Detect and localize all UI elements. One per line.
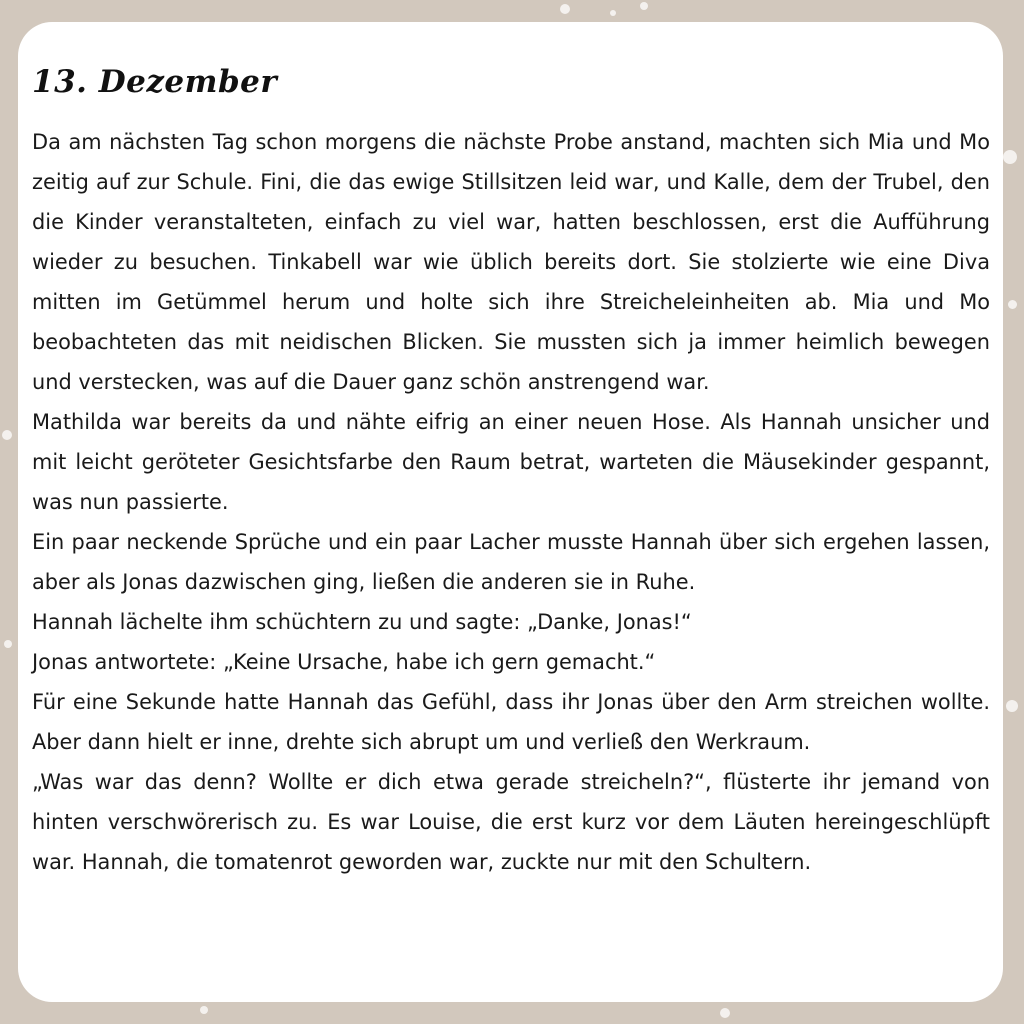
decorative-dot: [640, 2, 648, 10]
decorative-dot: [1008, 300, 1017, 309]
paragraph: Für eine Sekunde hatte Hannah das Gefühl, dass ihr Jonas über den Arm streichen wollte. Aber dann hielt er inne, drehte sich abrupt um und verließ den Werkraum.: [32, 690, 990, 754]
decorative-dot: [1003, 150, 1017, 164]
paragraph: Mathilda war bereits da und nähte eifrig an einer neuen Hose. Als Hannah unsicher und mit leicht geröteter Gesichtsfarbe den Raum betrat, warteten die Mäusekinder gespannt, was nun passierte.: [32, 410, 990, 514]
paragraph: Hannah lächelte ihm schüchtern zu und sagte: „Danke, Jonas!“: [32, 610, 692, 634]
paragraph: Jonas antwortete: „Keine Ursache, habe ich gern gemacht.“: [32, 650, 656, 674]
decorative-dot: [610, 10, 616, 16]
decorative-dot: [200, 1006, 208, 1014]
paragraph: Ein paar neckende Sprüche und ein paar Lacher musste Hannah über sich ergehen lassen, aber als Jonas dazwischen ging, ließen die anderen sie in Ruhe.: [32, 530, 990, 594]
page-title: 13. Dezember: [32, 64, 278, 100]
decorative-dot: [560, 4, 570, 14]
paragraph: Da am nächsten Tag schon morgens die nächste Probe anstand, machten sich Mia und Mo zeitig auf zur Schule. Fini, die das ewige Stillsitzen leid war, und Kalle, dem der Trubel, den die Kinder veranstalteten, einfach zu viel war, hatten beschlossen, erst die Aufführung wieder zu besuchen. Tinkabell war wie üblich bereits dort. Sie stolzierte wie eine Diva mitten im Getümmel herum und holte sich ihre Streicheleinheiten ab. Mia und Mo beobachteten das mit neidischen Blicken. Sie mussten sich ja immer heimlich bewegen und verstecken, was auf die Dauer ganz schön anstrengend war.: [32, 130, 990, 394]
paragraph: „Was war das denn? Wollte er dich etwa gerade streicheln?“, flüsterte ihr jemand von hinten verschwörerisch zu. Es war Louise, die erst kurz vor dem Läuten hereingeschlüpft war. Hannah, die tomatenrot geworden war, zuckte nur mit den Schultern.: [32, 770, 990, 874]
decorative-dot: [4, 640, 12, 648]
text-card: [18, 22, 1003, 1002]
story-body: [32, 122, 990, 882]
decorative-dot: [720, 1008, 730, 1018]
decorative-dot: [2, 430, 12, 440]
decorative-dot: [1006, 700, 1018, 712]
